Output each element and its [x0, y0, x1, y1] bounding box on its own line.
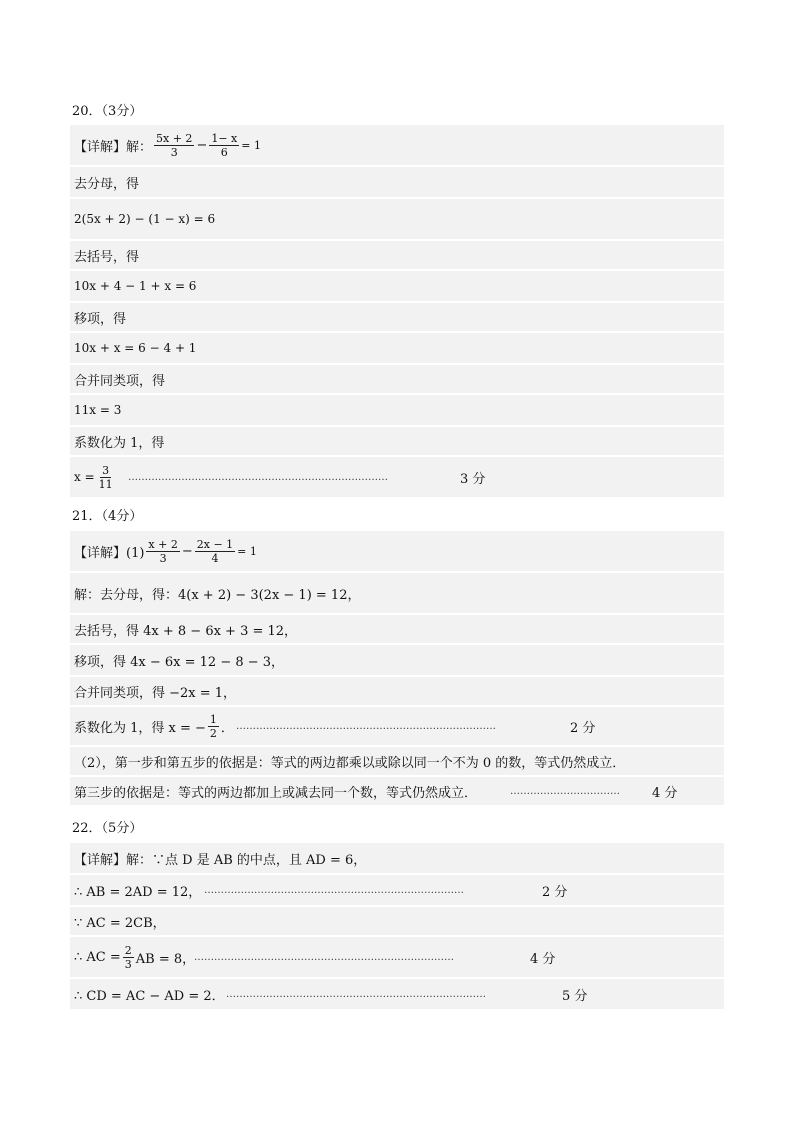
q21-equation-row: [70, 531, 724, 573]
q20-leader-dots: ……………………………………………………………………: [128, 471, 388, 483]
q20-step-eq: 10x + 4 − 1 + x = 6: [70, 271, 724, 303]
q22-score-4: 4 分: [530, 951, 556, 967]
question-21-solution: [70, 531, 724, 807]
q21-line-5: [70, 707, 724, 747]
q22-l4-fraction: $\frac{2}{3}$: [124, 943, 132, 971]
q21-rhs: = 1: [237, 544, 257, 558]
q22-score-2: 2 分: [542, 884, 568, 900]
q22-l5-text: ∴ CD = AC − AD = 2．: [74, 988, 225, 1004]
q20-answer-row: [70, 457, 724, 499]
q20-answer-fraction: $\frac{3}{11}$: [98, 463, 113, 491]
q22-l4-text: ∴ AC =: [74, 949, 121, 965]
q21-score-5: 2 分: [570, 720, 596, 736]
q21-line-7: [70, 777, 724, 807]
q20-step-text: 系数化为 1，得: [70, 427, 724, 457]
q20-fraction-1: $\frac{5x + 2}{3}$: [156, 131, 193, 159]
q22-l2-text: ∴ AB = 2AD = 12，: [74, 884, 202, 900]
question-20-solution: [70, 125, 724, 499]
q20-minus: −: [196, 137, 208, 153]
q21-leader-dots-7: ……………………………: [510, 785, 620, 797]
q22-leader-dots-2: ……………………………………………………………………: [204, 884, 464, 896]
q21-l5-fraction: $\frac{1}{2}$: [209, 712, 217, 740]
q22-l4-post: AB = 8，: [135, 951, 196, 967]
q20-score: 3 分: [460, 471, 486, 487]
q21-line: 去括号，得 4x + 8 − 6x + 3 = 12，: [70, 615, 724, 645]
question-22-solution: [70, 843, 724, 1011]
q21-l5-text: 系数化为 1，得 x = −: [74, 720, 206, 736]
q20-step-text: 去括号，得: [70, 241, 724, 271]
q22-line-4: [70, 937, 724, 979]
q20-fraction-2: $\frac{1- x}{6}$: [211, 131, 238, 159]
q22-leader-dots-5: ……………………………………………………………………: [226, 988, 486, 1000]
q20-step-eq: 10x + x = 6 − 4 + 1: [70, 333, 724, 365]
q20-rhs: = 1: [241, 138, 261, 152]
q22-score-5: 5 分: [562, 988, 588, 1004]
question-21-heading: 21．（4分）: [72, 509, 143, 524]
q20-lead: 【详解】解：: [74, 139, 153, 155]
q21-line: 移项，得 4x − 6x = 12 − 8 − 3，: [70, 645, 724, 677]
q22-leader-dots-4: ……………………………………………………………………: [194, 951, 454, 963]
q22-line: ∵ AC = 2CB，: [70, 907, 724, 937]
q22-line: 【详解】解：∵点 D 是 AB 的中点，且 AD = 6，: [70, 843, 724, 875]
q21-l5-period: ．: [220, 720, 234, 736]
q21-fraction-2: $\frac{2x - 1}{4}$: [196, 537, 234, 565]
q20-step-text: 去分母，得: [70, 167, 724, 199]
question-20-heading: 20．（3分）: [72, 104, 143, 119]
q21-l7-text: 第三步的依据是：等式的两边都加上或减去同一个数，等式仍然成立．: [74, 785, 478, 801]
q20-step-text: 移项，得: [70, 303, 724, 333]
q20-step-eq: 2(5x + 2) − (1 − x) = 6: [70, 199, 724, 241]
q20-equation-row: [70, 125, 724, 167]
q20-step-text: 合并同类项，得: [70, 365, 724, 395]
q21-line: （2），第一步和第五步的依据是：等式的两边都乘以或除以同一个不为 0 的数，等式仍然成立．: [70, 747, 724, 777]
q20-answer-lhs: x =: [74, 470, 95, 484]
q21-line: 解：去分母，得：4(x + 2) − 3(2x − 1) = 12，: [70, 573, 724, 615]
q21-lead: 【详解】(1): [74, 545, 145, 561]
q21-score-7: 4 分: [652, 785, 678, 801]
q21-minus: −: [181, 543, 193, 559]
question-22-heading: 22．（5分）: [72, 821, 143, 836]
q20-step-eq: 11x = 3: [70, 395, 724, 427]
q21-line: 合并同类项，得 −2x = 1，: [70, 677, 724, 707]
q22-line-2: [70, 875, 724, 907]
q21-leader-dots-5: ……………………………………………………………………: [236, 720, 496, 732]
q21-fraction-1: $\frac{x + 2}{3}$: [148, 537, 178, 565]
q22-line-5: [70, 979, 724, 1011]
